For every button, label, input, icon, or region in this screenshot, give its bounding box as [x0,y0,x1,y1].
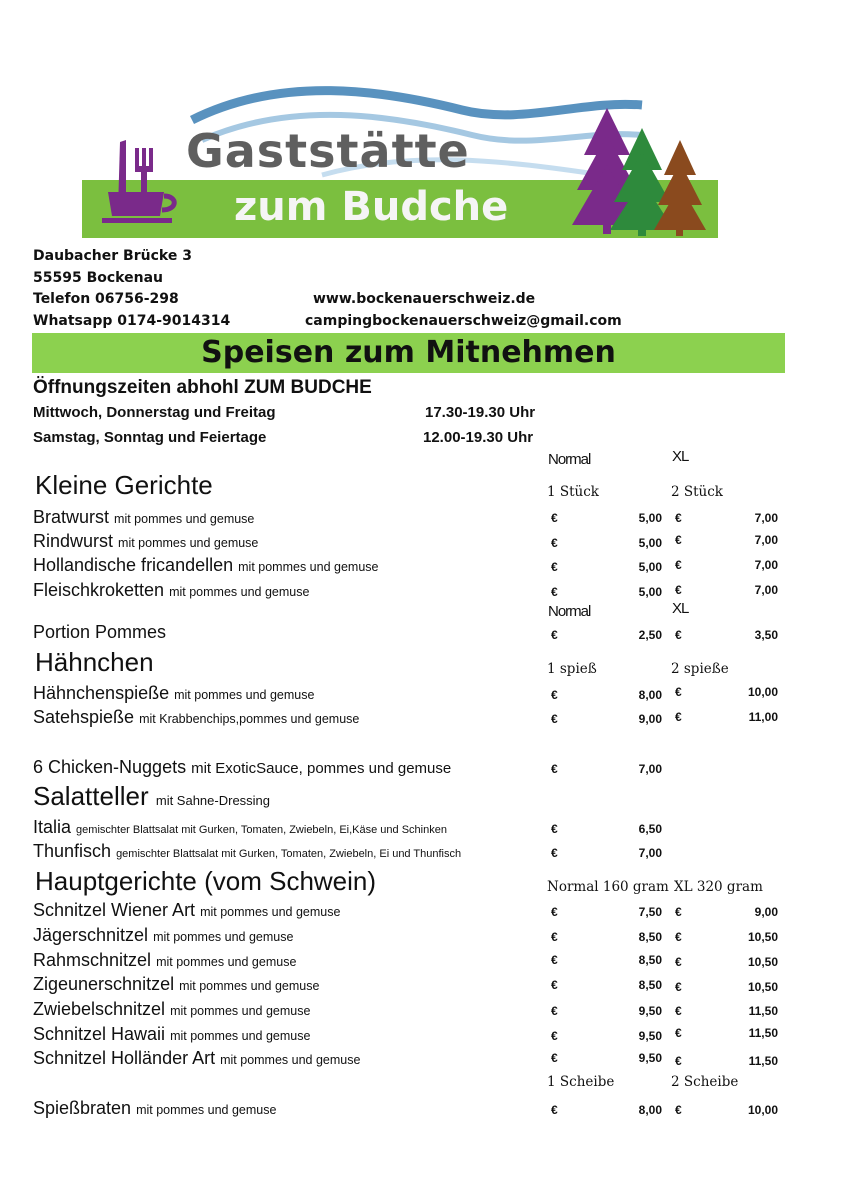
item-desc: mit pommes und gemuse [170,1004,311,1018]
col-header: 2 Scheibe [671,1074,739,1090]
price: 7,00 [754,533,778,547]
item-name: Rindwurst [33,531,114,551]
currency: € [551,585,558,599]
section-heading: Hähnchen [35,647,154,677]
currency: € [551,953,558,967]
col-header: 2 Stück [671,484,723,500]
size-xl: XL [672,448,689,465]
item-desc: mit pommes und gemuse [220,1053,361,1067]
section-heading [33,781,270,812]
phone: Telefon 06756-298 [33,291,179,307]
col-header: 2 spieße [671,661,729,677]
price: 10,50 [747,930,778,944]
col-header: XL 320 gram [674,879,763,895]
price: 7,00 [638,762,662,776]
item-desc: mit pommes und gemuse [174,688,315,702]
price: 10,00 [747,685,778,699]
item-name: Spießbraten [33,1098,132,1118]
currency: € [551,905,558,919]
currency: € [675,980,682,994]
price: 8,50 [638,930,662,944]
price: 10,50 [747,980,778,994]
item-desc: gemischter Blattsalat mit Gurken, Tomaten, Zwiebeln, Ei und Thunfisch [116,848,462,860]
section-heading-text: Salatteller [33,781,149,811]
menu-item-name [33,1024,310,1045]
item-desc: mit pommes und gemuse [200,905,341,919]
currency: € [675,628,682,642]
currency: € [551,846,558,860]
price: 11,00 [748,710,778,724]
size-normal: Normal [548,451,591,468]
menu-item-name [33,683,314,704]
price: 8,00 [638,1103,662,1117]
price: 5,00 [638,536,662,550]
price: 8,50 [638,978,662,992]
item-desc: mit pommes und gemuse [179,979,320,993]
item-desc: mit pommes und gemuse [118,536,259,550]
hours-title: Öffnungszeiten abhohl ZUM BUDCHE [33,377,372,398]
size-normal: Normal [548,603,591,620]
menu-item-name [33,950,296,971]
address-line1: Daubacher Brücke 3 [33,248,192,264]
section-heading: Hauptgerichte (vom Schwein) [35,866,377,896]
item-name: Jägerschnitzel [33,925,149,945]
currency: € [551,978,558,992]
item-name: Schnitzel Holländer Art [33,1048,216,1068]
col-header: 1 Stück [547,484,599,500]
price: 3,50 [754,628,778,642]
item-desc: mit pommes und gemuse [238,560,379,574]
price: 6,50 [638,822,662,836]
currency: € [551,712,558,726]
item-name: Fleischkroketten [33,580,165,600]
item-name: Thunfisch [33,841,112,861]
currency: € [675,955,682,969]
currency: € [551,1051,558,1065]
item-name: Schnitzel Wiener Art [33,900,196,920]
currency: € [551,1029,558,1043]
price: 7,00 [754,558,778,572]
menu-item-name [33,974,319,995]
price: 11,50 [748,1054,778,1068]
currency: € [675,710,682,724]
email-link[interactable]: campingbockenauerschweiz@gmail.com [305,313,622,329]
hours-row2-time: 12.00-19.30 Uhr [423,429,534,446]
item-name: Zigeunerschnitzel [33,974,175,994]
price: 8,50 [638,953,662,967]
menu-item-name [33,1098,276,1119]
currency: € [675,583,682,597]
section-heading: Kleine Gerichte [35,470,213,500]
price: 5,00 [638,585,662,599]
menu-item-name [33,507,254,528]
item-desc: mit pommes und gemuse [156,955,297,969]
currency: € [551,822,558,836]
price: 8,00 [638,688,662,702]
item-name: Rahmschnitzel [33,950,152,970]
currency: € [551,688,558,702]
currency: € [551,628,558,642]
price: 7,00 [638,846,662,860]
item-name: Bratwurst [33,507,110,527]
price: 9,50 [638,1004,662,1018]
menu-item-name: Portion Pommes [33,622,167,642]
item-name: Zwiebelschnitzel [33,999,166,1019]
currency: € [675,1004,682,1018]
currency: € [675,905,682,919]
currency: € [675,1103,682,1117]
item-desc: mit pommes und gemuse [169,585,310,599]
address-line2: 55595 Bockenau [33,270,163,286]
currency: € [551,1004,558,1018]
menu-item-name [33,757,451,778]
price: 10,50 [747,955,778,969]
item-desc: mit ExoticSauce, pommes und gemuse [191,760,452,777]
item-desc: mit pommes und gemuse [114,512,255,526]
banner-title: Speisen zum Mitnehmen [201,335,616,370]
price: 9,00 [754,905,778,919]
price: 9,00 [638,712,662,726]
currency: € [551,930,558,944]
menu-item-name [33,900,340,921]
item-desc: gemischter Blattsalat mit Gurken, Tomaten, Zwiebeln, Ei,Käse und Schinken [76,824,447,836]
menu-item-name [33,707,359,728]
currency: € [675,511,682,525]
item-name: Schnitzel Hawaii [33,1024,166,1044]
col-header: 1 Scheibe [547,1074,615,1090]
menu-item-name [33,1048,360,1069]
menu-item-name [33,555,378,576]
item-name: Satehspieße [33,707,135,727]
price: 2,50 [638,628,662,642]
currency: € [675,558,682,572]
currency: € [551,1103,558,1117]
col-header: Normal 160 gram [547,879,669,895]
price: 7,00 [754,511,778,525]
currency: € [551,511,558,525]
item-name: 6 Chicken-Nuggets [33,757,187,777]
banner [32,333,785,373]
item-desc: mit pommes und gemuse [170,1029,311,1043]
menu-item-name [33,817,447,838]
price: 9,50 [638,1051,662,1065]
price: 7,00 [754,583,778,597]
section-heading-desc: mit Sahne-Dressing [155,793,271,808]
whatsapp: Whatsapp 0174-9014314 [33,313,231,329]
price: 11,50 [748,1026,778,1040]
currency: € [551,560,558,574]
price: 11,50 [748,1004,778,1018]
item-desc: mit pommes und gemuse [136,1103,277,1117]
menu-item-name [33,925,293,946]
col-header: 1 spieß [547,661,597,677]
menu-item-name [33,531,258,552]
item-desc: mit Krabbenchips,pommes und gemuse [139,712,360,726]
currency: € [675,930,682,944]
size-xl: XL [672,600,689,617]
currency: € [551,536,558,550]
price: 5,00 [638,511,662,525]
currency: € [675,1026,682,1040]
hours-row2-days: Samstag, Sonntag und Feiertage [33,429,267,446]
hours-row1-time: 17.30-19.30 Uhr [425,404,536,421]
currency: € [551,762,558,776]
currency: € [675,685,682,699]
price: 7,50 [638,905,662,919]
menu-item-name [33,580,309,601]
price: 10,00 [747,1103,778,1117]
website-link[interactable]: www.bockenauerschweiz.de [313,291,536,307]
item-name: Italia [33,817,72,837]
logo-title: Gaststätte [186,124,470,178]
price: 5,00 [638,560,662,574]
hours-row1-days: Mittwoch, Donnerstag und Freitag [33,404,276,421]
item-desc: mit pommes und gemuse [153,930,294,944]
price: 9,50 [638,1029,662,1043]
menu-item-name [33,999,310,1020]
menu-item-name [33,841,461,862]
logo [82,80,722,242]
currency: € [675,533,682,547]
currency: € [675,1054,682,1068]
item-name: Hollandische fricandellen [33,555,234,575]
item-name: Hähnchenspieße [33,683,170,703]
logo-subtitle: zum Budche [234,184,509,230]
